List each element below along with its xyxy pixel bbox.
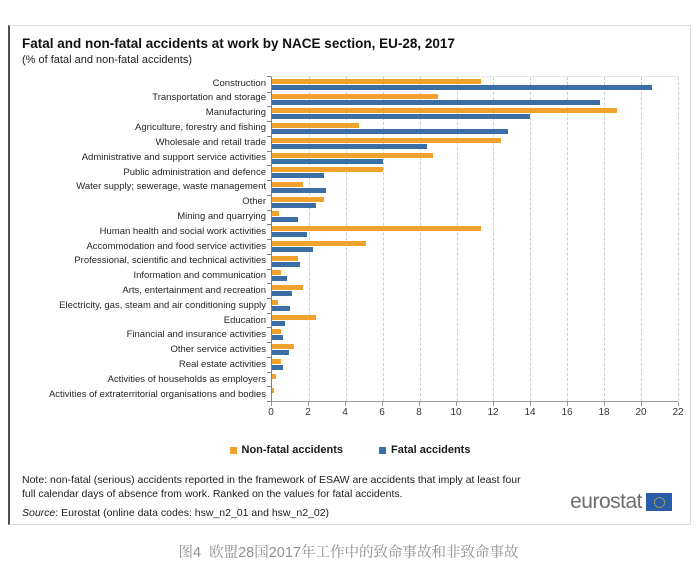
bar-row xyxy=(272,298,678,313)
x-tick-label: 2 xyxy=(305,407,311,418)
x-tick-mark xyxy=(678,402,679,406)
category-label: Professional, scientific and technical activities xyxy=(74,255,266,267)
non-fatal-bar xyxy=(272,94,438,99)
non-fatal-bar xyxy=(272,344,294,349)
x-tick-mark xyxy=(567,402,568,406)
category-label: Education xyxy=(223,314,266,326)
non-fatal-bar xyxy=(272,315,316,320)
category-label: Mining and quarrying xyxy=(177,210,266,222)
fatal-bar xyxy=(272,129,508,134)
non-fatal-bar xyxy=(272,241,366,246)
x-tick-mark xyxy=(271,402,272,406)
non-fatal-bar xyxy=(272,226,481,231)
fatal-bar xyxy=(272,159,383,164)
eu-flag-icon xyxy=(646,493,672,511)
non-fatal-bar xyxy=(272,300,278,305)
bar-row xyxy=(272,313,678,328)
x-tick-label: 14 xyxy=(524,407,536,418)
non-fatal-bar xyxy=(272,359,281,364)
bar-row xyxy=(272,165,678,180)
category-label: Manufacturing xyxy=(205,107,266,119)
x-tick-mark xyxy=(308,402,309,406)
fatal-bar xyxy=(272,365,283,370)
x-axis xyxy=(268,402,684,422)
category-label: Arts, entertainment and recreation xyxy=(122,285,266,297)
non-fatal-bar xyxy=(272,153,433,158)
chart-title: Fatal and non-fatal accidents at work by NACE section, EU-28, 2017 xyxy=(22,36,455,51)
non-fatal-bar xyxy=(272,197,324,202)
x-tick-label: 16 xyxy=(561,407,573,418)
x-tick-label: 20 xyxy=(635,407,647,418)
category-label: Accommodation and food service activities xyxy=(86,240,266,252)
x-tick-label: 18 xyxy=(598,407,610,418)
non-fatal-bar xyxy=(272,329,281,334)
source-detail: : Eurostat (online data codes: hsw_n2_01 and hsw_n2_02) xyxy=(55,507,330,520)
category-label: Public administration and defence xyxy=(123,166,266,178)
bar-row xyxy=(272,327,678,342)
fatal-bar xyxy=(272,291,292,296)
bar-row xyxy=(272,151,678,166)
fatal-bar xyxy=(272,85,652,90)
category-label: Activities of extraterritorial organisations and bodies xyxy=(48,388,266,400)
non-fatal-bar xyxy=(272,182,303,187)
bar-row xyxy=(272,269,678,284)
bar-chart-plot xyxy=(22,76,678,402)
category-label: Real estate activities xyxy=(178,359,266,371)
non-fatal-bar xyxy=(272,123,359,128)
fatal-bar xyxy=(272,262,300,267)
legend-swatch-icon xyxy=(230,447,237,454)
bar-row xyxy=(272,180,678,195)
non-fatal-bar xyxy=(272,256,298,261)
non-fatal-bar xyxy=(272,211,279,216)
fatal-bar xyxy=(272,144,427,149)
note-text: Note: non-fatal (serious) accidents reported in the framework of ESAW are accidents that imply at least four full calendar days of absence from work. Ranked on the values for fatal accidents. xyxy=(22,474,521,500)
fatal-bar xyxy=(272,203,316,208)
x-tick-label: 0 xyxy=(268,407,274,418)
fatal-bar xyxy=(272,188,326,193)
x-tick-label: 12 xyxy=(487,407,499,418)
bar-row xyxy=(272,283,678,298)
bar-row xyxy=(272,254,678,269)
x-tick-label: 8 xyxy=(416,407,422,418)
category-label: Other xyxy=(242,196,266,208)
non-fatal-bar xyxy=(272,79,481,84)
fatal-bar xyxy=(272,247,313,252)
x-tick-mark xyxy=(604,402,605,406)
fatal-bar xyxy=(272,321,285,326)
bar-row xyxy=(272,92,678,107)
x-tick-mark xyxy=(345,402,346,406)
category-label: Transportation and storage xyxy=(152,92,266,104)
fatal-bar xyxy=(272,173,324,178)
non-fatal-bar xyxy=(272,270,281,275)
x-tick-mark xyxy=(493,402,494,406)
category-label: Electricity, gas, steam and air conditioning supply xyxy=(59,299,266,311)
category-label: Administrative and support service activities xyxy=(81,151,266,163)
x-tick-mark xyxy=(530,402,531,406)
category-labels xyxy=(22,76,271,402)
non-fatal-bar xyxy=(272,285,303,290)
bar-row xyxy=(272,239,678,254)
category-label: Water supply; sewerage, waste management xyxy=(76,181,266,193)
non-fatal-bar xyxy=(272,374,276,379)
legend-item xyxy=(230,444,343,456)
chart-subtitle: (% of fatal and non-fatal accidents) xyxy=(22,54,192,66)
x-tick-label: 22 xyxy=(672,407,684,418)
fatal-bar xyxy=(272,350,289,355)
bar-row xyxy=(272,121,678,136)
eurostat-logo-text: eurostat xyxy=(570,490,642,513)
legend-item xyxy=(379,444,470,456)
eurostat-logo xyxy=(570,490,672,514)
bar-row xyxy=(272,106,678,121)
bar-row xyxy=(272,357,678,372)
x-tick-mark xyxy=(456,402,457,406)
legend-label: Fatal accidents xyxy=(390,444,471,456)
non-fatal-bar xyxy=(272,167,383,172)
bar-row xyxy=(272,77,678,92)
figure-caption-zh: 图4 欧盟28国2017年工作中的致命事故和非致命事故 xyxy=(178,545,519,561)
fatal-bar xyxy=(272,114,530,119)
category-label: Construction xyxy=(212,77,266,89)
non-fatal-bar xyxy=(272,388,274,393)
bar-rows xyxy=(272,77,678,401)
legend-label: Non-fatal accidents xyxy=(241,444,343,456)
bar-row xyxy=(272,195,678,210)
x-tick-mark xyxy=(419,402,420,406)
legend-swatch-icon xyxy=(379,447,386,454)
bar-row xyxy=(272,342,678,357)
eurostat-figure xyxy=(8,25,691,525)
bar-row xyxy=(272,386,678,401)
bar-row xyxy=(272,372,678,387)
category-label: Information and communication xyxy=(133,270,266,282)
category-label: Financial and insurance activities xyxy=(126,329,266,341)
x-tick-label: 10 xyxy=(450,407,462,418)
non-fatal-bar xyxy=(272,108,617,113)
fatal-bar xyxy=(272,335,283,340)
x-tick-mark xyxy=(641,402,642,406)
category-label: Wholesale and retail trade xyxy=(155,136,266,148)
category-label: Agriculture, forestry and fishing xyxy=(135,122,266,134)
bar-row xyxy=(272,210,678,225)
fatal-bar xyxy=(272,232,307,237)
fatal-bar xyxy=(272,217,298,222)
x-tick-mark xyxy=(382,402,383,406)
gridline xyxy=(678,77,679,401)
source-label: Source xyxy=(22,507,56,520)
chart-legend xyxy=(22,444,678,456)
category-label: Other service activities xyxy=(170,344,266,356)
x-tick-label: 6 xyxy=(379,407,385,418)
plot-area xyxy=(271,76,678,402)
category-label: Human health and social work activities xyxy=(99,225,266,237)
non-fatal-bar xyxy=(272,138,501,143)
bar-row xyxy=(272,136,678,151)
category-label: Activities of households as employers xyxy=(107,373,266,385)
x-tick-label: 4 xyxy=(342,407,348,418)
fatal-bar xyxy=(272,306,290,311)
fatal-bar xyxy=(272,276,287,281)
fatal-bar xyxy=(272,100,600,105)
bar-row xyxy=(272,224,678,239)
